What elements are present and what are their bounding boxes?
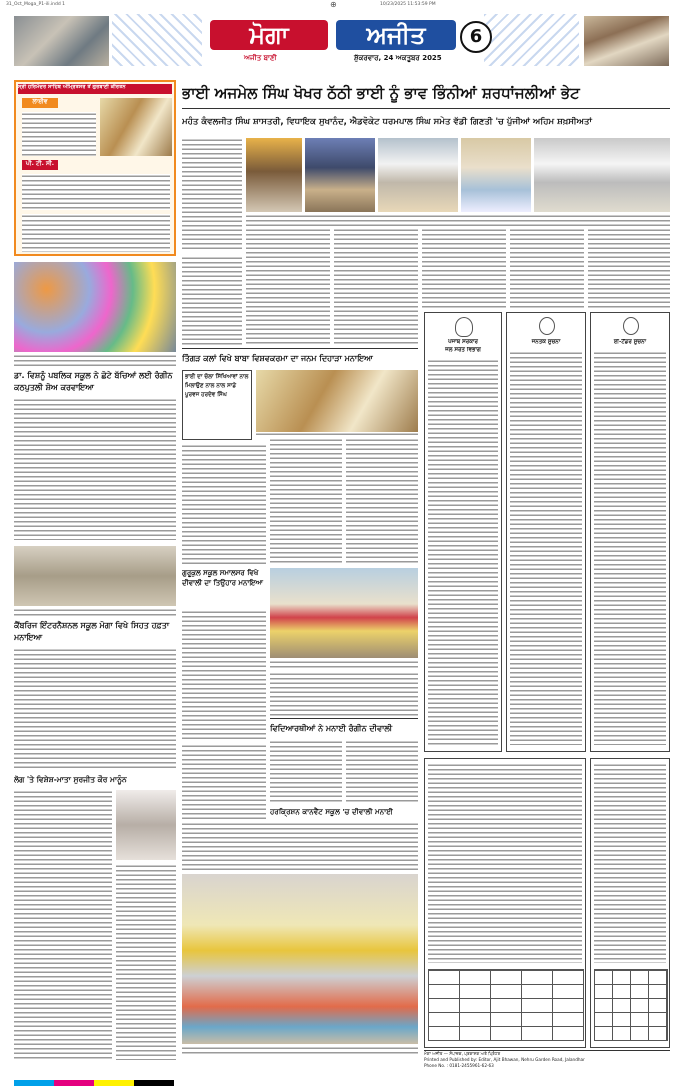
lead-body-col1	[182, 138, 242, 252]
diwali-school-photo	[270, 568, 418, 658]
harkrishan-caption	[182, 1046, 418, 1056]
diwali-school-caption	[270, 660, 418, 668]
lead-body-col5	[510, 228, 584, 308]
lead-body-col3	[334, 228, 418, 346]
masthead-ajit: ਅਜੀਤ	[336, 20, 456, 50]
diwali-school-headline: ਗੁਰੂਕੁਲ ਸਕੂਲ ਸਮਾਲਸਰ ਵਿਖੇ ਦੀਵਾਲੀ ਦਾ ਤਿਉਹਾਰ ਮਨਾਇਆ	[182, 569, 264, 587]
obit-headline: ਲੋਗ 'ਤੇ ਵਿਸ਼ੇਸ਼-ਮਾਤਾ ਸੁਰਜੀਤ ਕੌਰ ਮਾਨੂੰਨ	[14, 775, 127, 784]
lead-photo-caption	[246, 214, 670, 226]
print-header-right: 10/23/2025 11:53:59 PM	[380, 2, 436, 7]
masthead-pattern-right	[484, 14, 579, 66]
lead-body-col2	[246, 228, 330, 346]
masthead-moga: ਮੋਗਾ	[210, 20, 328, 50]
vishnu-photo	[14, 262, 176, 352]
notice-water	[424, 312, 502, 752]
promo-text-2	[22, 174, 170, 210]
notice-table-right-body	[594, 763, 666, 963]
notice-table-right-grid	[594, 969, 668, 1041]
imprint-line-1: ਮੋਗਾ ਅਜੀਤ — ਸੰਪਾਦਕ, ਪ੍ਰਕਾਸ਼ਕ ਅਤੇ ਪ੍ਰਿੰਟਰ	[424, 1051, 501, 1056]
masthead-right-photo	[584, 16, 669, 66]
harkrishan-headline: ਹਰਕ੍ਰਿਸ਼ਨ ਕਾਨਵੈਂਟ ਸਕੂਲ 'ਚ ਦੀਵਾਲੀ ਮਨਾਈ	[270, 807, 393, 816]
vishnu-caption	[14, 354, 176, 366]
notice-table-left-body	[428, 763, 582, 963]
masthead	[14, 14, 669, 70]
students-diwali-body-1	[270, 740, 342, 804]
harkrishan-photo	[182, 874, 418, 1044]
promo-box	[14, 80, 176, 256]
notice-emblem-3	[623, 317, 639, 335]
vishnu-body	[14, 398, 176, 540]
notice-public-body	[510, 351, 582, 745]
inset-quote-box	[182, 370, 252, 440]
notice-public	[506, 312, 586, 752]
students-diwali-body-2	[346, 740, 418, 804]
students-rule	[270, 718, 418, 719]
obit-photo	[116, 790, 176, 860]
cambridge-body	[14, 648, 176, 768]
vishwakarma-body-1	[182, 444, 266, 564]
masthead-pattern-left	[112, 14, 202, 66]
masthead-left-photo	[14, 16, 109, 66]
color-bar	[14, 1080, 174, 1086]
notice-tender-body	[594, 351, 666, 745]
promo-photo	[100, 98, 172, 156]
notice-table-left	[424, 758, 586, 1048]
lead-photo-5	[534, 138, 670, 212]
print-header	[0, 0, 677, 10]
masthead-sub-left: ਅਜੀਤ ਬਾਣੀ	[244, 54, 277, 62]
notice-title: ਜਨਤਕ ਸੂਚਨਾ	[531, 339, 561, 345]
inset-quote: ਭਾਈ ਦਾ ਚੋਲਾ ਸਿੱਖਿਆਵਾਂ ਨਾਲ ਮਿਲਾਉਣ ਨਾਲ ਨਾਲ ਸਾਡੇ ਪੂਰਵਜ ਹਰਦੇਵ ਸਿੰਘ	[185, 374, 249, 398]
vishwakarma-photo	[256, 370, 418, 434]
lead-body-col6	[588, 228, 670, 308]
vishwakarma-headline: ਤਿੰਗੜ ਕਲਾਂ ਵਿਖੇ ਬਾਬਾ ਵਿਸ਼ਵਕਰਮਾ ਦਾ ਜਨਮ ਦਿਹਾੜਾ ਮਨਾਇਆ	[182, 354, 373, 363]
promo-text-1	[22, 112, 96, 156]
notice-punjab-govt: ਪੰਜਾਬ ਸਰਕਾਰ	[448, 339, 478, 345]
promo-live-badge: ਲਾਈਵ	[22, 98, 58, 108]
notice-water-body	[428, 359, 498, 745]
notice-tender	[590, 312, 670, 752]
page-number: 6	[460, 21, 492, 53]
promo-top-label: ਸ੍ਰੀ ਹਰਿਮੰਦਰ ਸਾਹਿਬ ਅੰਮ੍ਰਿਤਸਰ ਤੋਂ ਗੁਰਬਾਣੀ ਕੀਰਤਨ	[18, 84, 172, 94]
footer-imprint	[424, 1050, 670, 1085]
lead-headline: ਭਾਈ ਅਜਮੇਲ ਸਿੰਘ ਖੋਖਰ ਠੱਠੀ ਭਾਈ ਨੂੰ ਭਾਵ ਭਿੰਨੀਆਂ ਸ਼ਰਧਾਂਜਲੀਆਂ ਭੇਟ	[182, 84, 580, 102]
harkrishan-body	[182, 822, 418, 870]
vishwakarma-rule	[182, 348, 418, 349]
vishwakarma-body-3	[346, 438, 418, 564]
imprint-phone: Phone No. : 0181-2455961-62-63	[424, 1063, 494, 1068]
print-header-left: 31_Oct_Moga_P1-ili.indd 1	[6, 2, 65, 7]
notice-emblem-2	[539, 317, 555, 335]
notice-tender-title: ਈ-ਟੈਂਡਰ ਸੂਚਨਾ	[613, 339, 647, 345]
vishnu-headline: ਡਾ. ਵਿਸ਼ਨੂੰ ਪਬਲਿਕ ਸਕੂਲ ਨੇ ਛੋਟੇ ਬੱਚਿਆਂ ਲਈ ਰੰਗੀਨ ਕਠਪੁਤਲੀ ਸ਼ੋਅ ਕਰਵਾਇਆ	[14, 371, 173, 392]
notice-table-right	[590, 758, 670, 1048]
registration-mark-icon: ⊕	[330, 0, 337, 9]
promo-ptc-tag: ਪੀ. ਟੀ. ਸੀ.	[22, 160, 58, 170]
cambridge-photo	[14, 546, 176, 606]
notice-table-left-grid	[428, 969, 584, 1041]
notice-dept: ਜਲ ਸਰੋਤ ਵਿਭਾਗ	[445, 347, 481, 353]
lead-photo-1	[246, 138, 302, 212]
state-emblem-icon	[455, 317, 473, 337]
lead-rule	[182, 108, 670, 109]
students-diwali-headline: ਵਿਦਿਆਰਥੀਆਂ ਨੇ ਮਨਾਈ ਰੰਗੀਨ ਦੀਵਾਲੀ	[270, 724, 393, 733]
cambridge-caption	[14, 608, 176, 618]
obit-body-2	[116, 864, 176, 1060]
diwali-school-body-2	[270, 672, 418, 716]
lead-subhead: ਮਹੰਤ ਕੰਵਲਜੀਤ ਸਿੰਘ ਸ਼ਾਸਤਰੀ, ਵਿਧਾਇਕ ਸੁਖਾਨੰਦ, ਐਡਵੋਕੇਟ ਧਰਮਪਾਲ ਸਿੰਘ ਸਮੇਤ ਵੱਡੀ ਗਿਣਤੀ 'ਚ ਪੁੱਜੀਆਂ ਅਹਿਮ ਸ਼ਖ਼ਸੀਅਤਾਂ	[182, 117, 592, 127]
obit-body-1	[14, 790, 112, 1060]
lead-body-col0	[182, 256, 242, 346]
lead-photo-2	[305, 138, 375, 212]
vishwakarma-caption	[256, 432, 418, 438]
imprint-line-2: Printed and Published by: Editor, Ajit Bhawan, Nehru Garden Road, Jalandhar	[424, 1057, 585, 1062]
lead-photo-3	[378, 138, 458, 212]
diwali-school-body	[182, 610, 266, 740]
masthead-date: ਸ਼ੁੱਕਰਵਾਰ, 24 ਅਕਤੂਬਰ 2025	[354, 54, 442, 62]
promo-text-3	[22, 214, 170, 252]
lead-photo-4	[461, 138, 531, 212]
vishwakarma-body-2	[270, 438, 342, 564]
lead-body-col4	[422, 228, 506, 308]
cambridge-headline: ਕੈਂਬਰਿਜ ਇੰਟਰਨੈਸ਼ਨਲ ਸਕੂਲ ਮੋਗਾ ਵਿਖੇ ਸਿਹਤ ਹਫ਼ਤਾ ਮਨਾਇਆ	[14, 621, 170, 642]
